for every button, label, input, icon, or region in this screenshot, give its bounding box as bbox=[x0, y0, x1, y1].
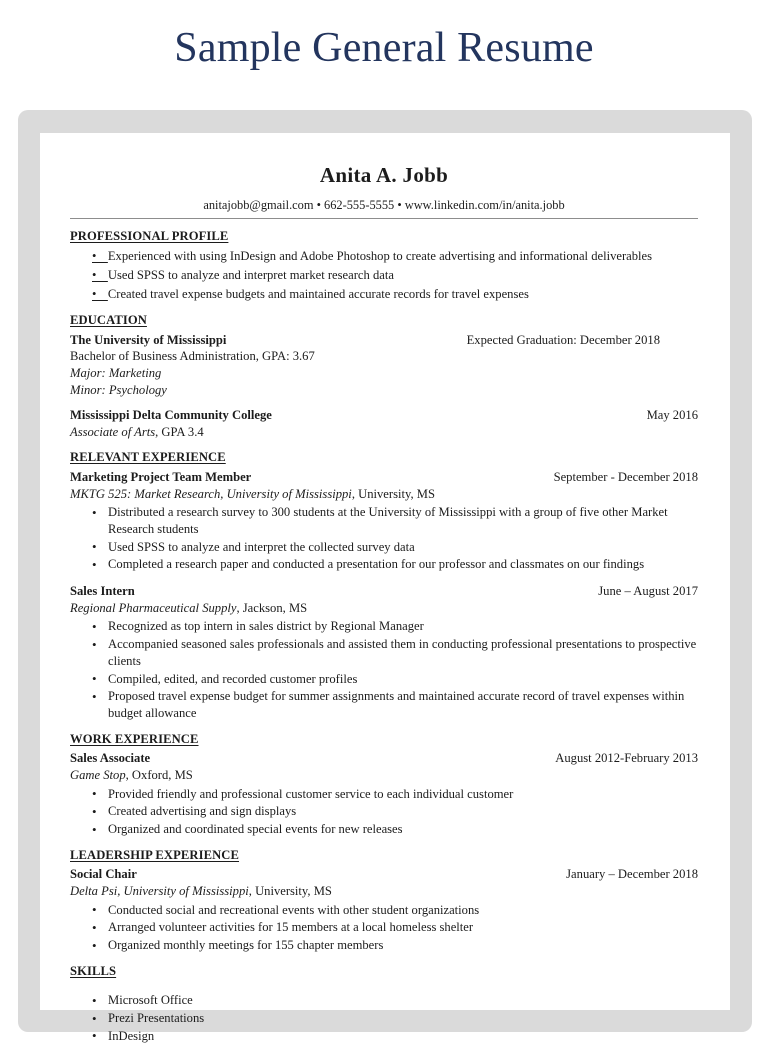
entry-subtitle bbox=[70, 883, 698, 900]
candidate-contact: anitajobb@gmail.com • 662-555-5555 • www.linkedin.com/in/anita.jobb bbox=[203, 197, 565, 212]
relevant-experience-entry-1 bbox=[70, 469, 698, 486]
entry-title: The University of Mississippi bbox=[70, 332, 227, 347]
list-item: • Recognized as top intern in sales district by Regional Manager bbox=[70, 618, 698, 635]
education-entry-1 bbox=[70, 332, 698, 349]
work-experience-entry-1 bbox=[70, 750, 698, 767]
entry-subtitle-italic: Regional Pharmaceutical Supply bbox=[70, 600, 237, 615]
list-item: • Provided friendly and professional customer service to each individual customer bbox=[70, 786, 698, 803]
entry-date: September - December 2018 bbox=[553, 469, 698, 484]
spacer bbox=[70, 982, 698, 990]
skills-list bbox=[70, 992, 698, 1044]
education-degree: Bachelor of Business Administration, GPA: 3.67 bbox=[70, 349, 315, 364]
entry-subtitle bbox=[70, 767, 698, 784]
list-item: • Distributed a research survey to 300 students at the University of Mississippi with a group of five other Market Research students bbox=[70, 504, 698, 537]
list-item: • Organized monthly meetings for 155 chapter members bbox=[70, 937, 698, 954]
education-degree-rest: , GPA 3.4 bbox=[155, 424, 204, 439]
spacer bbox=[70, 574, 698, 583]
relevant-experience-list-2 bbox=[70, 618, 698, 721]
entry-title: Sales Intern bbox=[70, 584, 135, 599]
entry-subtitle-rest: , Jackson, MS bbox=[236, 600, 308, 615]
list-item: • Organized and coordinated special events for new releases bbox=[70, 821, 698, 838]
spacer bbox=[70, 398, 698, 407]
entry-subtitle-italic: Game Stop bbox=[70, 767, 126, 782]
entry-subtitle-rest: , University, MS bbox=[248, 883, 332, 898]
relevant-experience-entry-2 bbox=[70, 583, 698, 600]
list-item-text: Created travel expense budgets and maintained accurate records for travel expenses bbox=[107, 286, 529, 301]
list-item bbox=[70, 286, 698, 303]
list-item: • Accompanied seasoned sales professionals and assisted them in conducting professional presentations to prospective clients bbox=[70, 636, 698, 669]
education-degree bbox=[70, 424, 698, 441]
list-item: • Conducted social and recreational events with other student organizations bbox=[70, 902, 698, 919]
education-minor: Minor: Psychology bbox=[70, 382, 167, 397]
section-heading-professional-profile: PROFESSIONAL PROFILE bbox=[70, 229, 229, 244]
entry-title: Social Chair bbox=[70, 867, 137, 882]
list-item: • Arranged volunteer activities for 15 members at a local homeless shelter bbox=[70, 919, 698, 936]
entry-title: Marketing Project Team Member bbox=[70, 469, 252, 484]
section-heading-education: EDUCATION bbox=[70, 313, 147, 328]
leadership-experience-entry-1 bbox=[70, 866, 698, 883]
list-item: • InDesign bbox=[70, 1028, 698, 1045]
education-entry-2 bbox=[70, 407, 698, 424]
page-title: Sample General Resume bbox=[174, 25, 594, 71]
entry-subtitle bbox=[70, 600, 698, 617]
entry-date: January – December 2018 bbox=[566, 867, 698, 882]
entry-date: August 2012-February 2013 bbox=[555, 751, 698, 766]
header-divider bbox=[70, 218, 698, 219]
candidate-name: Anita A. Jobb bbox=[319, 163, 449, 187]
list-item-text: Used SPSS to analyze and interpret market research data bbox=[107, 267, 394, 282]
bullet-underlined-icon: • bbox=[92, 267, 108, 282]
entry-title: Sales Associate bbox=[70, 751, 151, 766]
section-heading-skills: SKILLS bbox=[70, 963, 117, 978]
entry-subtitle bbox=[70, 486, 698, 503]
entry-subtitle-italic: MKTG 525: Market Research, University of Mississippi bbox=[70, 486, 352, 501]
work-experience-list-1 bbox=[70, 786, 698, 838]
list-item-text: Experienced with using InDesign and Adobe Photoshop to create advertising and informational deliverables bbox=[107, 248, 653, 263]
education-major: Major: Marketing bbox=[70, 365, 162, 380]
list-item bbox=[70, 267, 698, 284]
section-heading-leadership-experience: LEADERSHIP EXPERIENCE bbox=[70, 847, 240, 862]
entry-date: June – August 2017 bbox=[598, 584, 698, 599]
section-heading-work-experience: WORK EXPERIENCE bbox=[70, 731, 199, 746]
entry-title: Mississippi Delta Community College bbox=[70, 408, 272, 423]
list-item: • Created advertising and sign displays bbox=[70, 803, 698, 820]
entry-date: May 2016 bbox=[646, 408, 698, 423]
list-item: • Used SPSS to analyze and interpret the collected survey data bbox=[70, 539, 698, 556]
relevant-experience-list-1 bbox=[70, 504, 698, 573]
bullet-underlined-icon: • bbox=[92, 248, 108, 263]
entry-date: Expected Graduation: December 2018 bbox=[466, 332, 660, 347]
entry-subtitle-rest: , University, MS bbox=[351, 486, 435, 501]
leadership-experience-list-1 bbox=[70, 902, 698, 954]
section-heading-relevant-experience: RELEVANT EXPERIENCE bbox=[70, 450, 226, 465]
resume-content bbox=[70, 150, 698, 1046]
bullet-underlined-icon: • bbox=[92, 286, 108, 301]
entry-subtitle-rest: , Oxford, MS bbox=[125, 767, 193, 782]
entry-subtitle-italic: Delta Psi, University of Mississippi bbox=[70, 883, 249, 898]
list-item: • Microsoft Office bbox=[70, 992, 698, 1009]
list-item bbox=[70, 248, 698, 265]
education-degree-italic: Associate of Arts bbox=[70, 424, 156, 439]
professional-profile-list bbox=[70, 248, 698, 303]
list-item: • Compiled, edited, and recorded customer profiles bbox=[70, 671, 698, 688]
list-item: • Prezi Presentations bbox=[70, 1010, 698, 1027]
list-item: • Completed a research paper and conducted a presentation for our professor and classmates on our findings bbox=[70, 556, 698, 573]
list-item: • Proposed travel expense budget for summer assignments and maintained accurate record of travel expenses within budget allowance bbox=[70, 688, 698, 721]
